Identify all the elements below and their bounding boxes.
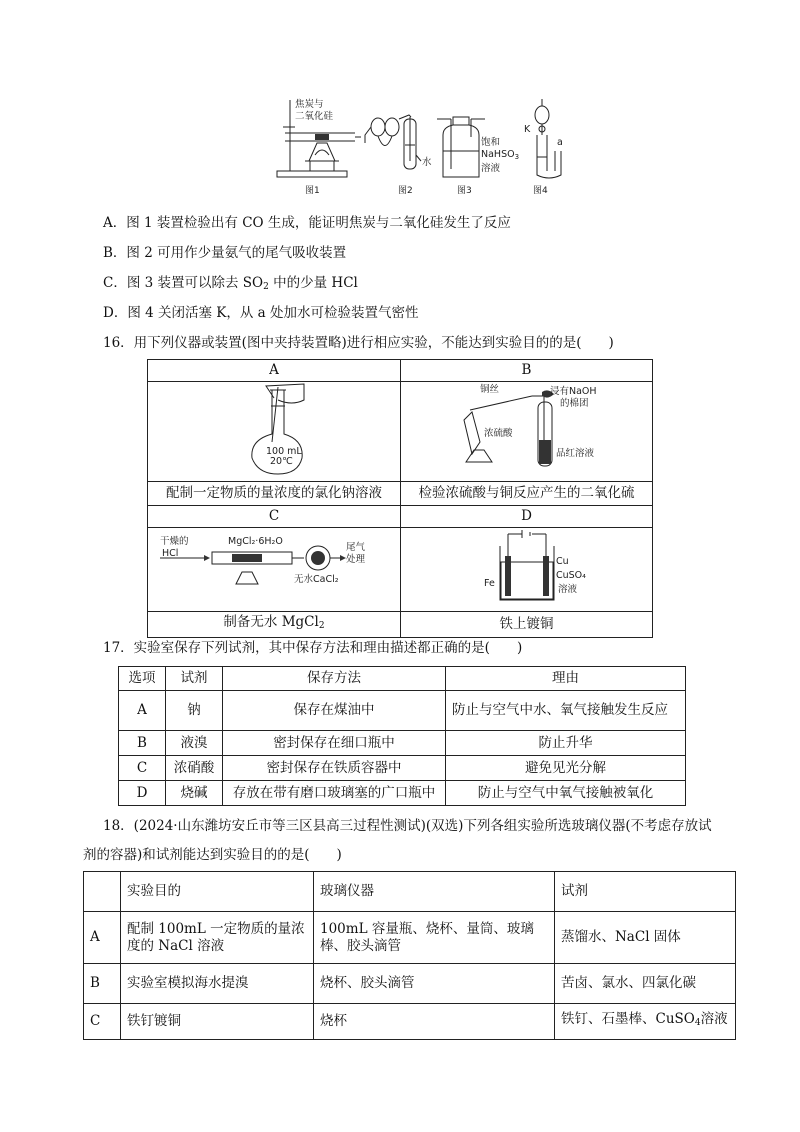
q18-stem-line1: 18．(2024·山东潍坊安丘市等三区县高三过程性测试)(双选)下列各组实验所选玻璃仪器(不考虑存放试 [103, 818, 712, 834]
mgcl2-apparatus-figure [154, 528, 394, 606]
fig1-label-2: 二氧化硅 [295, 111, 334, 122]
label-hcl: HCl [162, 548, 179, 559]
q16-caption-a: 配制一定物质的量浓度的氯化钠溶液 [148, 482, 401, 506]
q16-caption-b: 检验浓硫酸与铜反应产生的二氧化硫 [401, 482, 653, 506]
q16-table [147, 359, 653, 638]
table-cell: 防止升华 [446, 731, 686, 756]
q16-head-c: C [148, 506, 401, 528]
q15-option-c: C．图 3 装置可以除去 $SO_2$ 中的少量 HCl [103, 275, 358, 292]
table-cell: 烧碱 [166, 781, 223, 806]
q16-head-b: B [401, 360, 653, 382]
fig3-label-saturated: 饱和 [481, 137, 501, 148]
q16-stem: 16．用下列仪器或装置(图中夹持装置略)进行相应实验，不能达到实验目的的是( ) [103, 335, 614, 351]
table-cell: 100mL 容量瓶、烧杯、量筒、玻璃棒、胶头滴管 [314, 912, 555, 964]
q16-caption-c: 制备无水 MgCl$_2$ [148, 612, 401, 638]
table-cell: 实验室模拟海水提溴 [121, 964, 314, 1004]
table-cell: 密封保存在细口瓶中 [223, 731, 446, 756]
q16-fig-a-cell [148, 382, 401, 482]
fig4-caption: 图4 [533, 186, 548, 196]
q18-header-glassware: 玻璃仪器 [314, 872, 555, 912]
q17-header-method: 保存方法 [223, 667, 446, 691]
q17-header-option: 选项 [119, 667, 166, 691]
label-cacl2: 无水CaCl₂ [294, 574, 339, 585]
table-cell: 钠 [166, 691, 223, 731]
fig3-caption: 图3 [457, 186, 472, 196]
table-cell: B [119, 731, 166, 756]
table-row [119, 781, 686, 806]
q17-header-reason: 理由 [446, 667, 686, 691]
q16-fig-d-cell [401, 528, 653, 612]
table-cell: 密封保存在铁质容器中 [223, 756, 446, 781]
label-magenta: 品红溶液 [555, 448, 594, 459]
q17-header-reagent: 试剂 [166, 667, 223, 691]
q18-stem-line2: 剂的容器)和试剂能达到实验目的的是( ) [83, 847, 342, 863]
q18-header-purpose: 实验目的 [121, 872, 314, 912]
fig1-label-1: 焦炭与 [295, 99, 324, 110]
flask-label-temp: 20℃ [270, 456, 293, 467]
label-copper-wire: 铜丝 [479, 384, 499, 395]
label-treatment: 处理 [346, 554, 366, 565]
flask-label-volume: 100 mL [266, 446, 302, 457]
table-row [119, 756, 686, 781]
fig4-label-k: K [524, 124, 531, 135]
table-cell: A [119, 691, 166, 731]
fig3-apparatus [437, 117, 485, 177]
table-cell: 烧杯 [314, 1004, 555, 1040]
volumetric-flask-figure [154, 382, 394, 476]
fig1-caption: 图1 [305, 186, 320, 196]
table-row [119, 691, 686, 731]
q15-option-d: D．图 4 关闭活塞 K，从 a 处加水可检验装置气密性 [103, 305, 419, 321]
q18-header-blank [84, 872, 121, 912]
table-cell: 烧杯、胶头滴管 [314, 964, 555, 1004]
label-cu: Cu [555, 556, 569, 567]
label-mgcl2-hydrate: MgCl₂·6H₂O [228, 536, 283, 547]
table-row [119, 731, 686, 756]
table-cell: A [84, 912, 121, 964]
fig4-label-a: a [557, 137, 563, 148]
q17-table [118, 666, 686, 806]
table-cell: 铁钉镀铜 [121, 1004, 314, 1040]
fig2-apparatus [365, 115, 421, 169]
q18-table [83, 871, 736, 1040]
table-cell: D [119, 781, 166, 806]
label-cuso4: CuSO₄ [555, 570, 586, 581]
table-cell: 保存在煤油中 [223, 691, 446, 731]
q16-head-a: A [148, 360, 401, 382]
q16-fig-b-cell [401, 382, 653, 482]
label-conc-h2so4: 浓硫酸 [483, 428, 513, 439]
table-cell: 避免见光分解 [446, 756, 686, 781]
label-fe: Fe [483, 578, 495, 589]
fig3-label-nahso3: NaHSO$_3$ [481, 149, 520, 161]
label-dry: 干燥的 [160, 536, 189, 547]
electroplating-figure [402, 528, 652, 606]
table-cell: 浓硝酸 [166, 756, 223, 781]
fig2-caption: 图2 [398, 186, 413, 196]
table-cell: C [119, 756, 166, 781]
q16-caption-d: 铁上镀铜 [401, 612, 653, 638]
table-row [84, 912, 736, 964]
table-cell: 存放在带有磨口玻璃塞的广口瓶中 [223, 781, 446, 806]
q16-fig-c-cell [148, 528, 401, 612]
table-cell: 苦卤、氯水、四氯化碳 [555, 964, 736, 1004]
q18-header-reagent: 试剂 [555, 872, 736, 912]
table-row [84, 1004, 736, 1040]
table-cell: 防止与空气中氧气接触被氧化 [446, 781, 686, 806]
label-naoh: 浸有NaOH [549, 386, 597, 397]
table-cell: 液溴 [166, 731, 223, 756]
table-cell: 蒸馏水、NaCl 固体 [555, 912, 736, 964]
fig3-label-solution: 溶液 [481, 163, 501, 174]
table-cell: 防止与空气中水、氧气接触发生反应 [446, 691, 686, 731]
table-cell: C [84, 1004, 121, 1040]
fig2-water-label: 水 [422, 157, 432, 168]
q16-head-d: D [401, 506, 653, 528]
label-cotton: 的棉团 [559, 398, 589, 409]
label-tail-gas: 尾气 [346, 542, 366, 553]
apparatus-figure-1-4 [265, 95, 565, 200]
table-row [84, 964, 736, 1004]
copper-acid-figure [402, 382, 652, 476]
q15-option-a: A．图 1 装置检验出有 CO 生成，能证明焦炭与二氧化硅发生了反应 [103, 215, 511, 231]
table-cell: 配制 100mL 一定物质的量浓度的 NaCl 溶液 [121, 912, 314, 964]
table-cell: 铁钉、石墨棒、CuSO$_4$溶液 [555, 1004, 736, 1040]
q15-option-b: B．图 2 可用作少量氨气的尾气吸收装置 [103, 245, 347, 261]
table-cell: B [84, 964, 121, 1004]
q17-stem: 17．实验室保存下列试剂，其中保存方法和理由描述都正确的是( ) [103, 640, 523, 656]
label-solution: 溶液 [557, 584, 577, 595]
